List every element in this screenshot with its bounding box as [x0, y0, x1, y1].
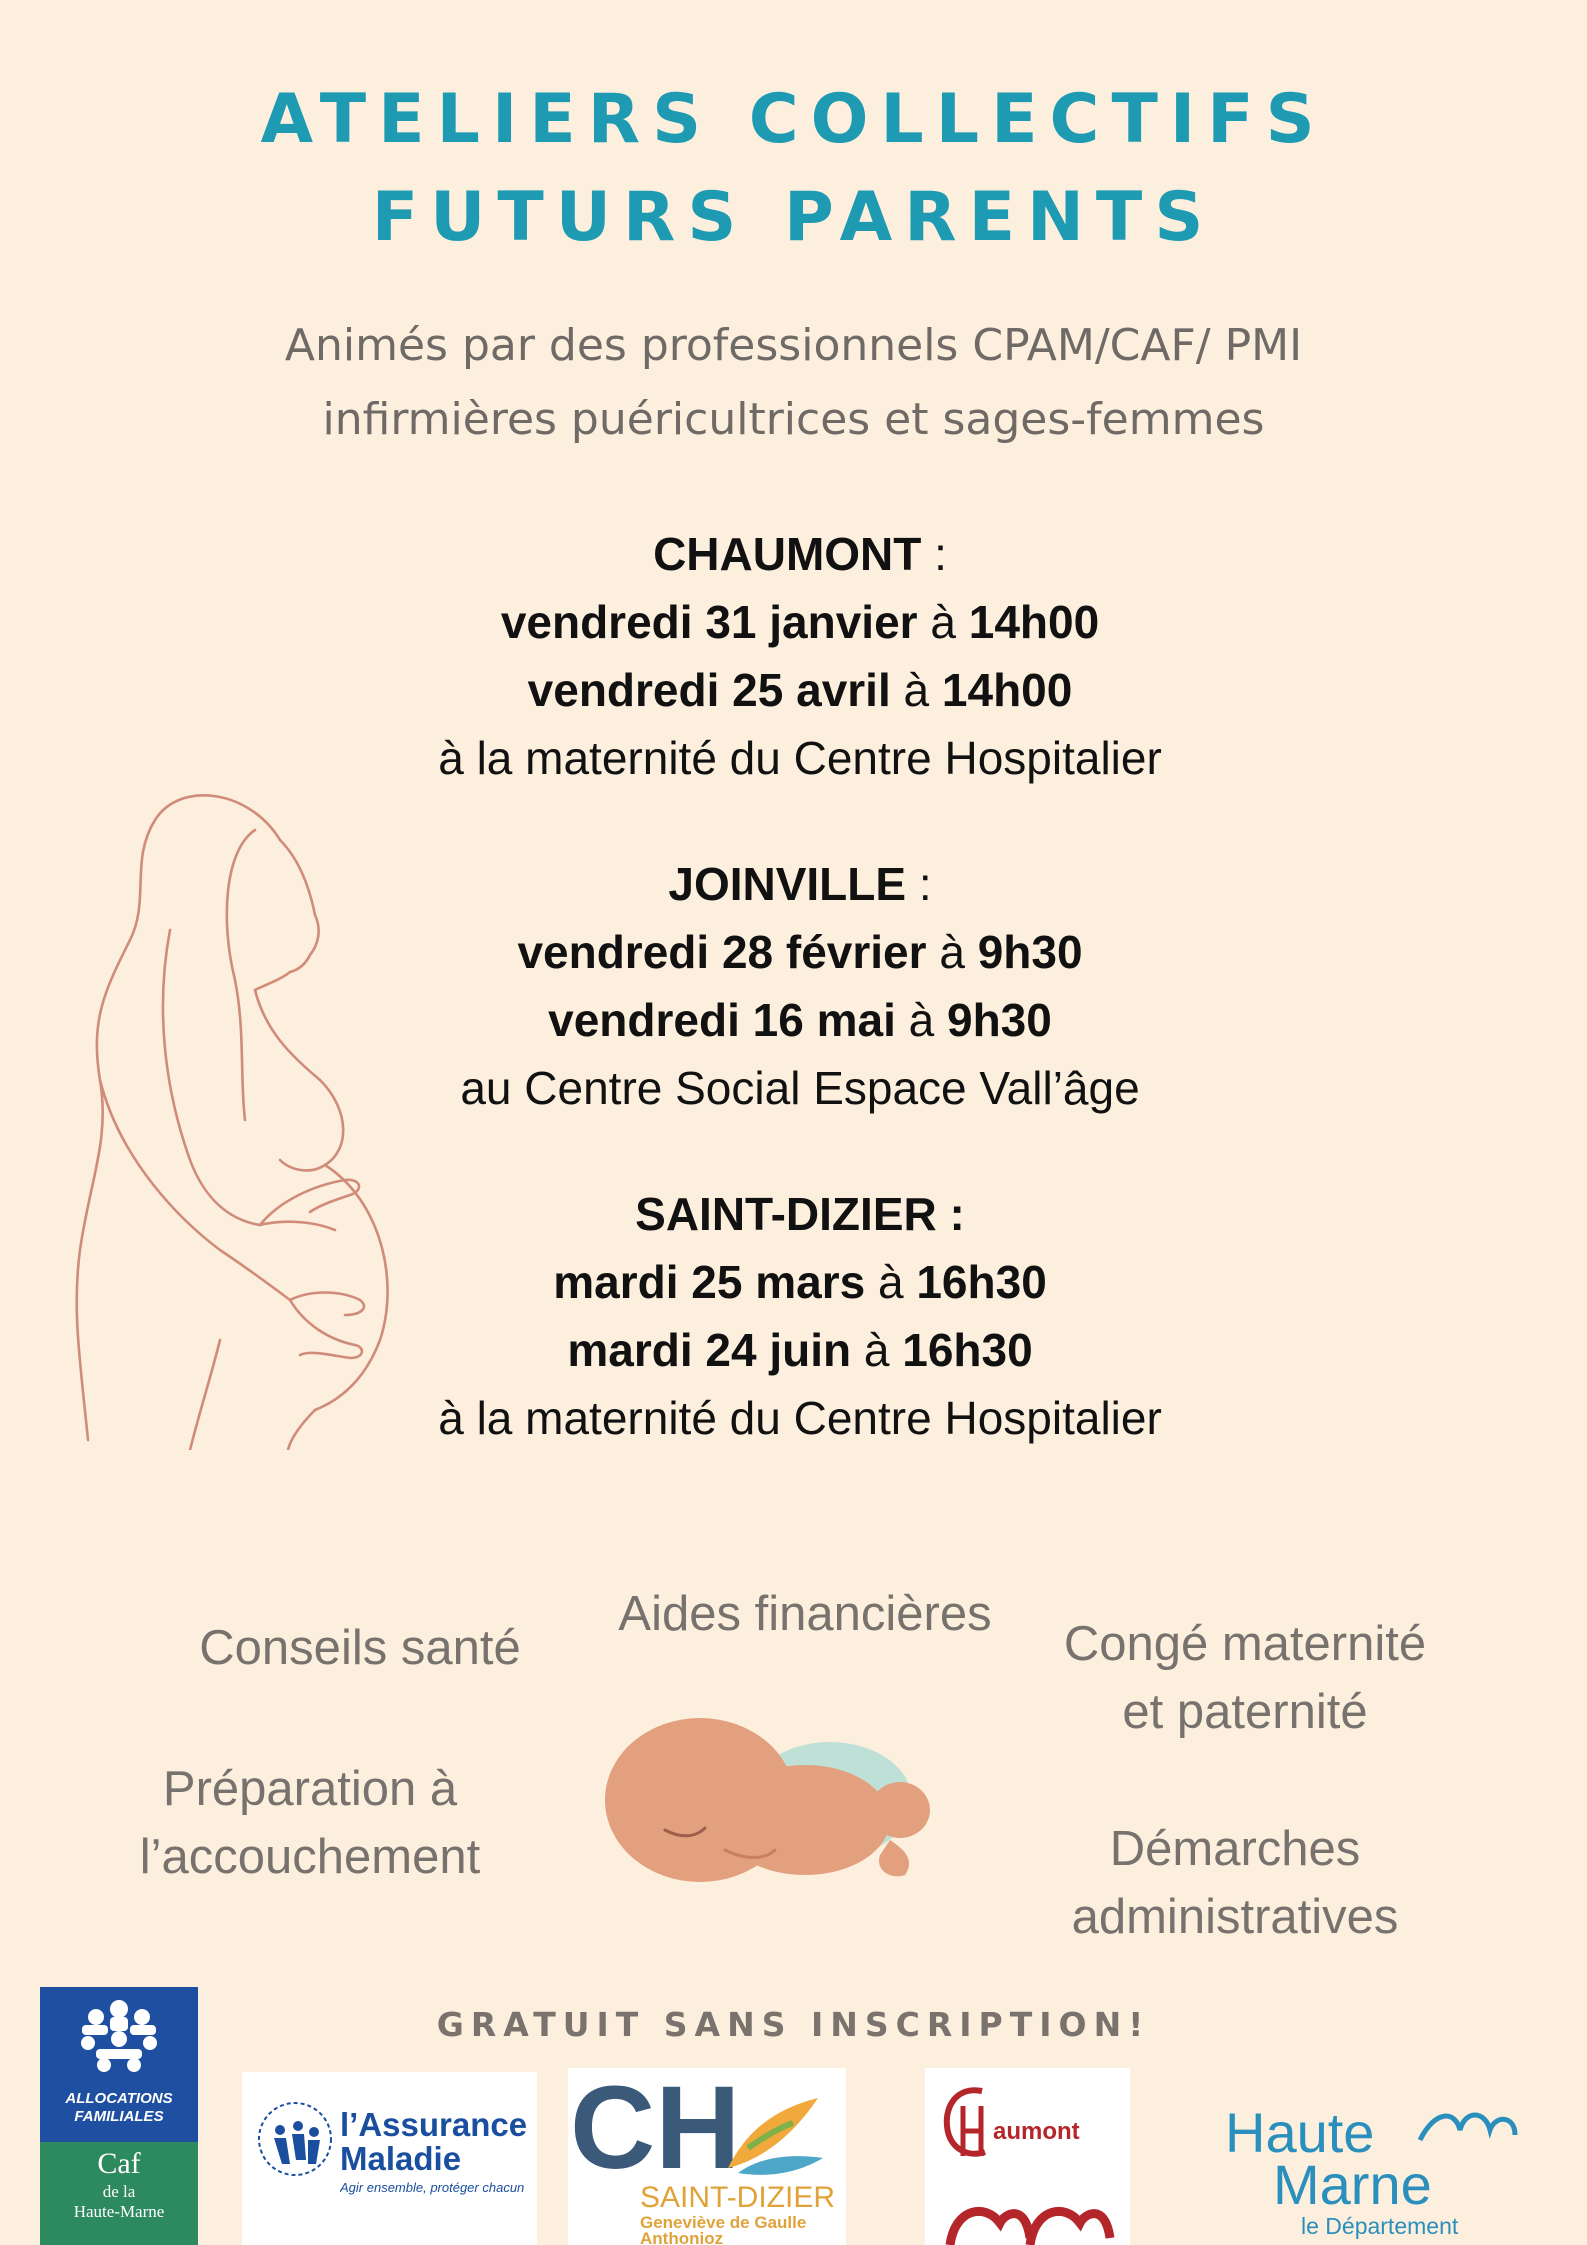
title-line-1: ATELIERS COLLECTIFS [260, 80, 1327, 159]
session-date: mardi 24 juin à 16h30 [567, 1324, 1033, 1376]
session-location: au Centre Social Espace Vall’âge [460, 1062, 1140, 1114]
title-line-2: FUTURS PARENTS [371, 178, 1216, 257]
session-location: à la maternité du Centre Hospitalier [438, 1392, 1162, 1444]
chaumont-ch-monogram [937, 2076, 997, 2176]
chaumont-arches-icon [945, 2188, 1115, 2245]
assurance-maladie-logo: l’Assurance Maladie Agir ensemble, protéger chacun [242, 2072, 537, 2245]
session-date: mardi 25 mars à 16h30 [553, 1256, 1047, 1308]
session-date: vendredi 28 février à 9h30 [517, 926, 1083, 978]
session-date: vendredi 25 avril à 14h00 [527, 664, 1073, 716]
topic-conseils-sante: Conseils santé [199, 1621, 521, 1675]
session-chaumont [300, 520, 1300, 792]
session-saint-dizier [300, 1180, 1300, 1452]
topic-preparation: Préparation à l’accouchement [139, 1762, 481, 1884]
subtitle-line-1: Animés par des professionnels CPAM/CAF/ PMI [284, 320, 1303, 371]
session-date: vendredi 31 janvier à 14h00 [500, 596, 1100, 648]
session-joinville [300, 850, 1300, 1122]
haute-marne-logo: Haute Marne le Département [1215, 2100, 1555, 2245]
session-date: vendredi 16 mai à 9h30 [548, 994, 1052, 1046]
caf-logo [40, 1987, 198, 2245]
session-location: à la maternité du Centre Hospitalier [438, 732, 1162, 784]
caf-family-icon [40, 1987, 198, 2087]
haute-marne-wave-icon [1415, 2100, 1525, 2160]
ch-saint-dizier-logo: CH SAINT-DIZIER Geneviève de Gaulle Anthonioz [568, 2068, 846, 2245]
city-heading: CHAUMONT : [653, 528, 947, 580]
sleeping-baby-illustration [605, 1700, 935, 1885]
city-heading: SAINT-DIZIER : [635, 1188, 965, 1240]
ch-leaf-icon [718, 2088, 828, 2178]
subtitle-line-2: infirmières puéricultrices et sages-femmes [322, 394, 1265, 445]
caf-logo-blue-panel: ALLOCATIONS FAMILIALES [40, 1987, 198, 2142]
securite-sociale-icon [250, 2094, 340, 2184]
city-heading: JOINVILLE : [668, 858, 932, 910]
caf-logo-green-panel: Caf de la Haute-Marne [40, 2142, 198, 2245]
free-entry-note: GRATUIT SANS INSCRIPTION! [436, 2005, 1151, 2044]
topic-demarches: Démarches administratives [1071, 1822, 1399, 1944]
topic-conge: Congé maternité et paternité [1063, 1617, 1427, 1739]
topic-aides-financieres: Aides financières [618, 1587, 992, 1641]
chaumont-hospital-logo: aumont [925, 2068, 1130, 2245]
